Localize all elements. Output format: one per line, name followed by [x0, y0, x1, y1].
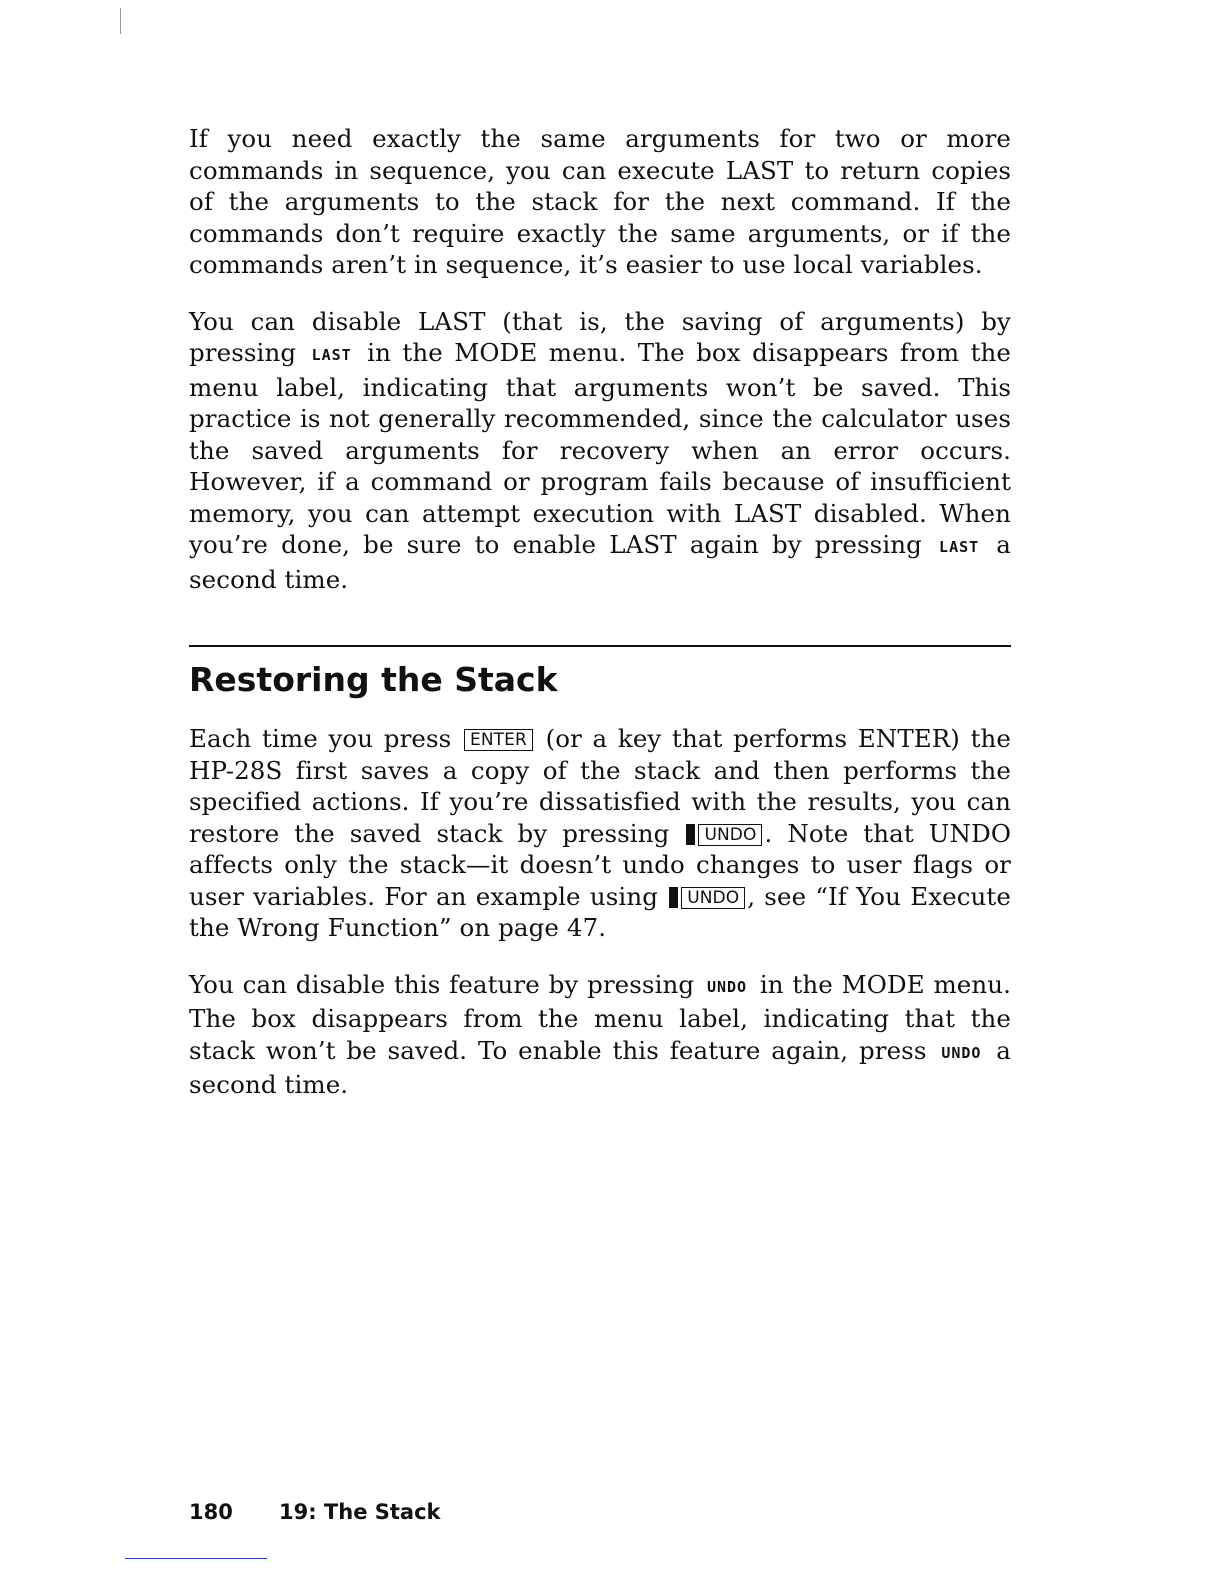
text-segment: You can disable LAST (that is, the saving of arguments) by pressing: [189, 306, 1011, 367]
section-title: Restoring the Stack: [189, 660, 558, 699]
section-divider: [189, 645, 1011, 647]
text-segment: in the MODE menu. The box disappears from the menu label, indicating that the stack won’t be saved. To enable this feature again, press: [189, 969, 1012, 1065]
undo-menu-key: UNDO: [941, 1043, 982, 1062]
undo-key: UNDO: [681, 887, 745, 909]
undo-menu-key: UNDO: [706, 977, 748, 996]
last-menu-key: LAST: [311, 346, 352, 364]
text-segment: , see “If You Execute the Wrong Function” on page 47.: [189, 881, 1011, 942]
text-segment: a second time.: [189, 530, 1011, 594]
paragraph-last-arguments: If you need exactly the same arguments for two or more commands in sequence, you can execute LAST to return copies of the arguments to the stack for the next command. If the commands don’t require exactly the same arguments, or if the commands aren’t in sequence, it’s easier to use local variables.: [189, 124, 1011, 279]
page-footer: [189, 1500, 441, 1524]
undo-key: UNDO: [698, 824, 762, 846]
scan-margin-mark: [120, 8, 121, 34]
text-segment: a second time.: [189, 1035, 1012, 1099]
text-segment: (or a key that performs ENTER) the HP-28S first saves a copy of the stack and then performs the specified actions. If you’re dissatisfied with the results, you can restore the saved stack by pressing: [189, 724, 1012, 848]
page-content: [189, 123, 1011, 1101]
paragraph-disable-last: [189, 306, 1011, 596]
text-segment: You can disable this feature by pressing: [189, 969, 695, 999]
last-menu-key: LAST: [939, 538, 980, 556]
paragraph-disable-undo: [189, 969, 1011, 1101]
shift-key-icon: [669, 887, 678, 908]
text-segment: in the MODE menu. The box disappears from the menu label, indicating that arguments won’t be saved. This practice is not generally recommended, since the calculator uses the saved arguments for recovery when an error occurs. However, if a command or program fails because of insufficient memory, you can attempt execution with LAST disabled. When you’re done, be sure to enable LAST again by pressing: [189, 338, 1012, 559]
text-segment: . Note that UNDO affects only the stack—it doesn’t undo changes to user flags or user variables. For an example using: [189, 818, 1012, 911]
enter-key: ENTER: [464, 729, 533, 751]
paragraph-restoring-stack: [189, 723, 1011, 944]
chapter-title: 19: The Stack: [279, 1500, 441, 1524]
shift-key-icon: [686, 824, 695, 845]
page-number: 180: [189, 1500, 233, 1524]
text-segment: Each time you press: [189, 724, 452, 753]
bottom-scan-line: [125, 1558, 267, 1559]
